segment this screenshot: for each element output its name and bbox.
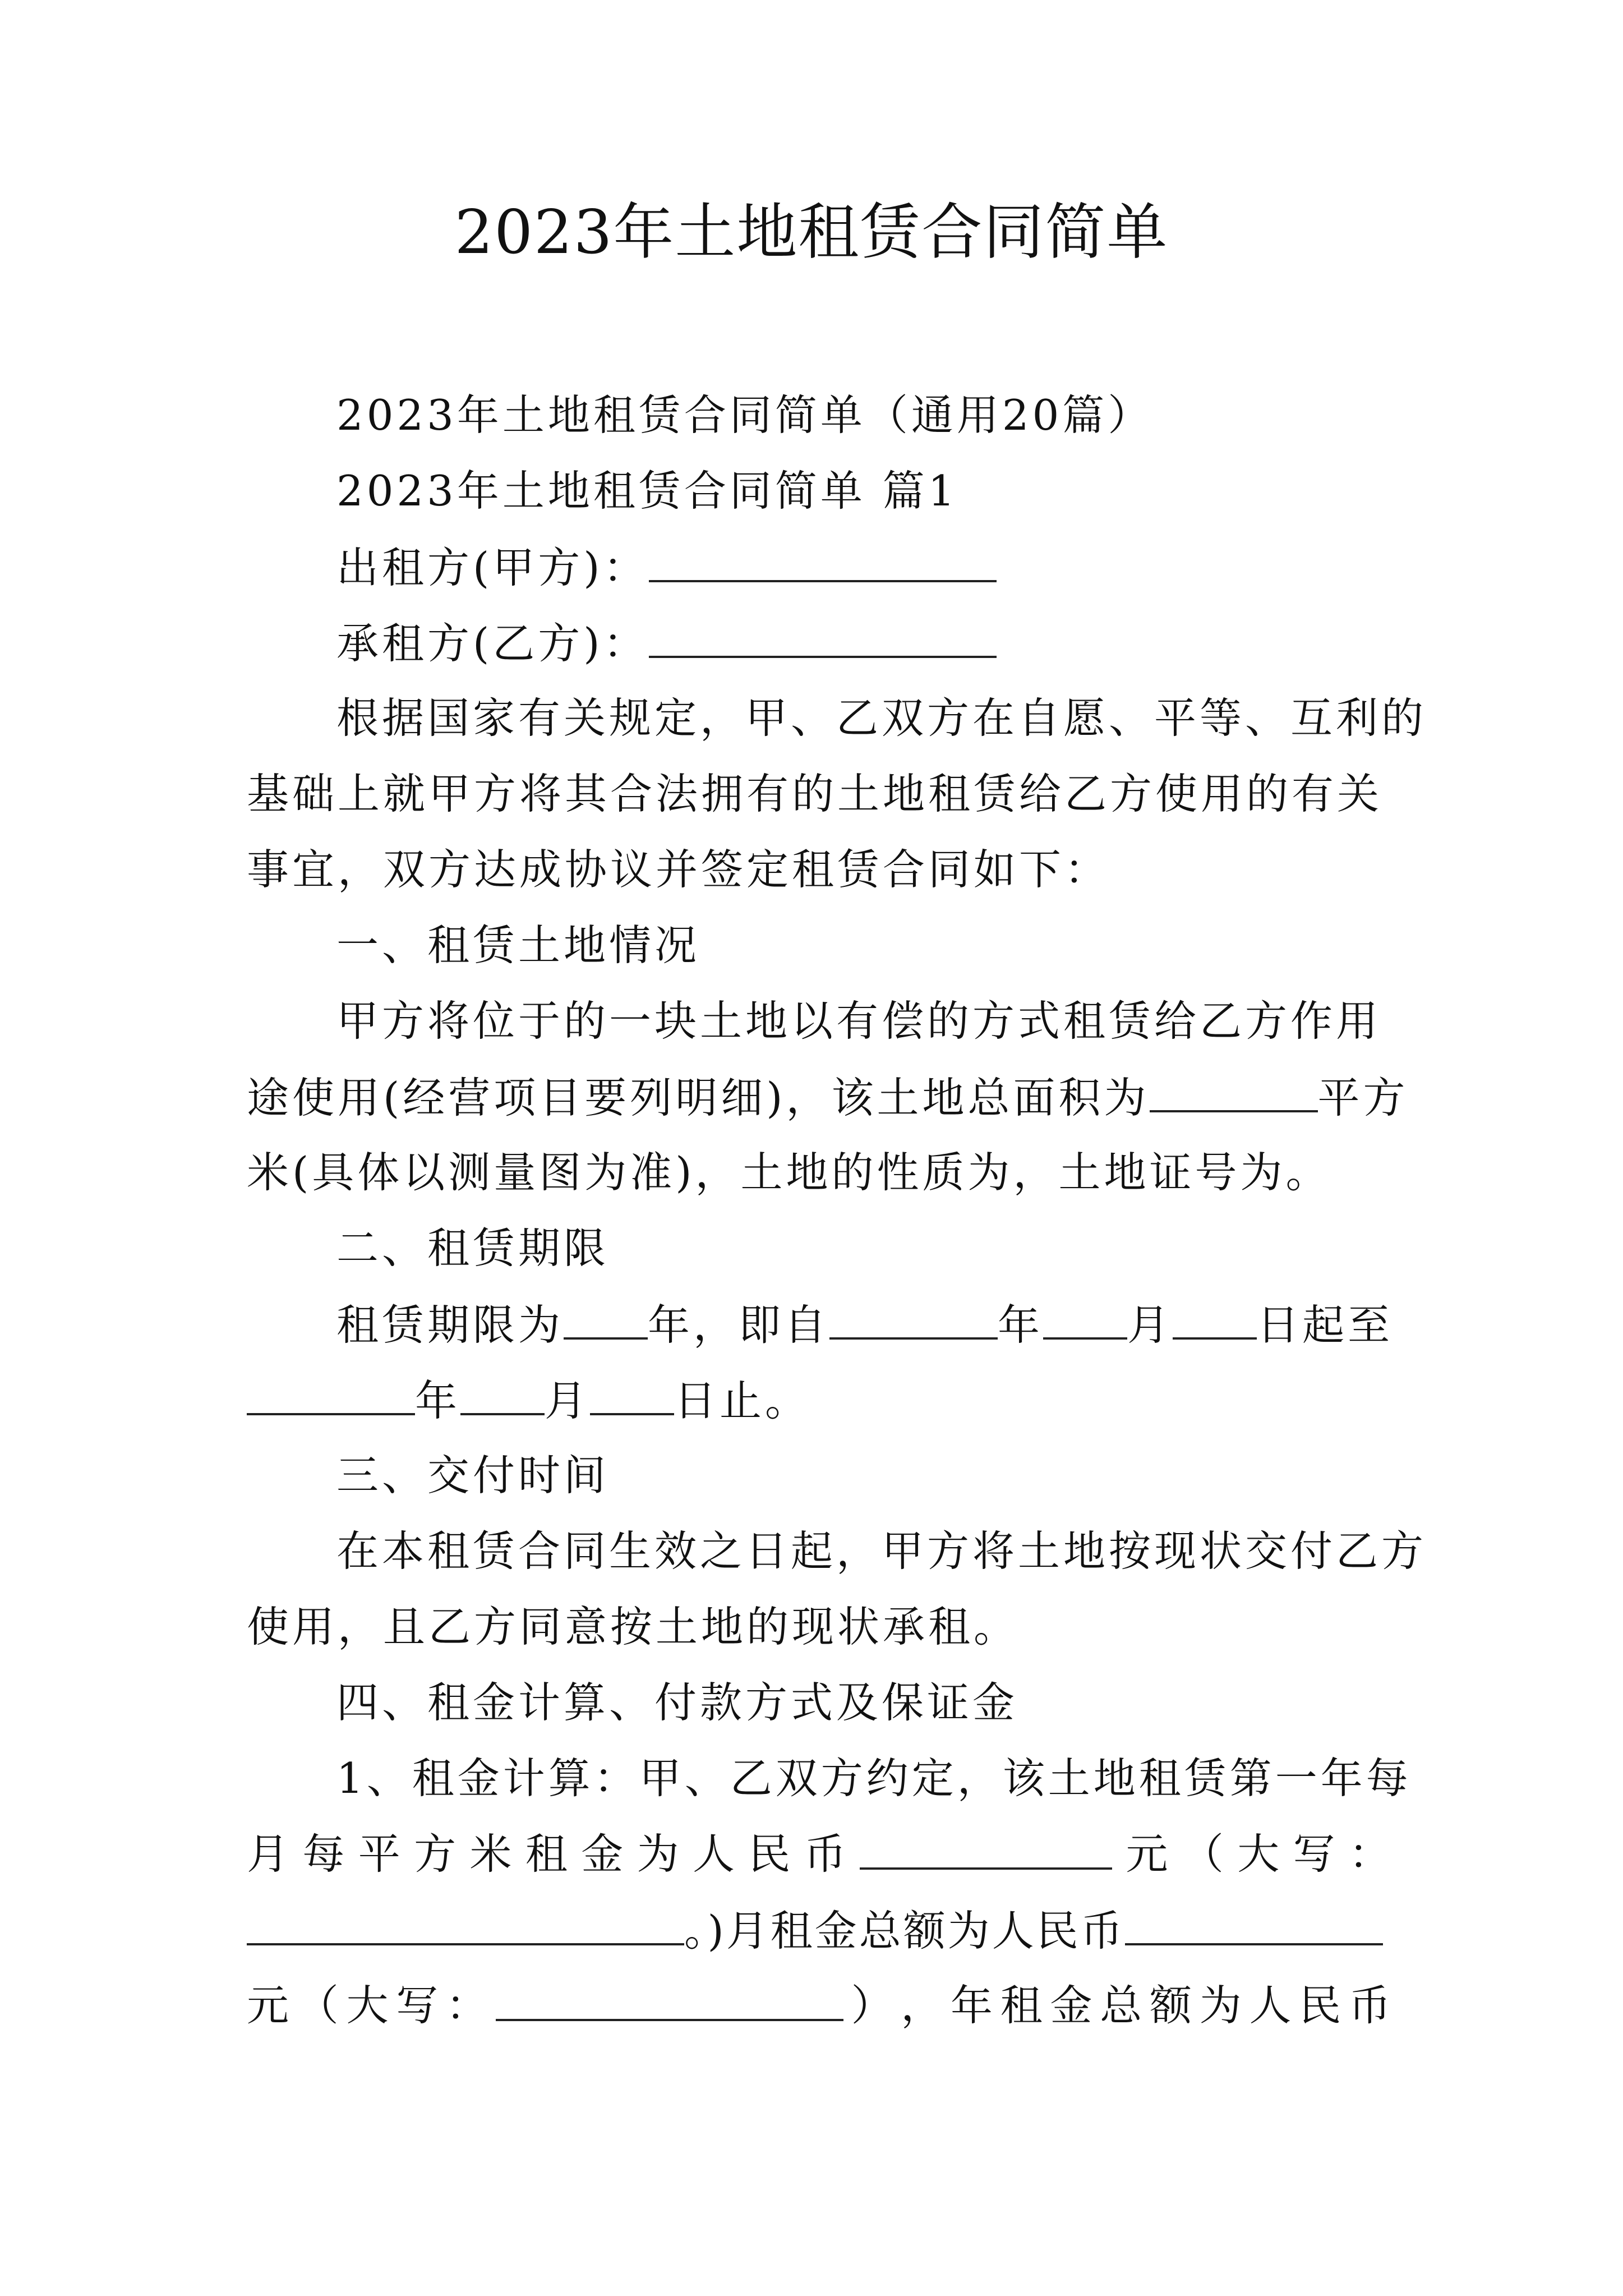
article-heading: 2023年土地租赁合同简单 篇1	[336, 466, 958, 516]
section4-heading: 四、租金计算、付款方式及保证金	[336, 1678, 1018, 1727]
year-label: 年	[998, 1300, 1044, 1350]
section1-line-2-unit: 平方	[1317, 1073, 1409, 1122]
rent-char: 租	[525, 1829, 568, 1879]
start-day-blank	[1173, 1296, 1257, 1340]
rent-char: ）	[851, 1981, 893, 2030]
end-month-blank	[460, 1372, 545, 1415]
term-from-label: 年，即自	[648, 1300, 830, 1350]
unit-rent-words-blank	[247, 1902, 684, 1945]
party-b-line	[336, 614, 997, 671]
rent-char: 年	[950, 1981, 993, 2030]
section1-heading: 一、租赁土地情况	[336, 921, 700, 970]
section3-line-1: 在本租赁合同生效之日起，甲方将土地按现状交付乙方	[336, 1526, 1427, 1576]
term-years-blank	[564, 1296, 648, 1340]
rent-char: 总	[1100, 1981, 1142, 2030]
section4-line-4	[247, 1977, 1391, 2033]
rent-char: 元	[1126, 1829, 1168, 1879]
end-month-label: 月	[545, 1376, 591, 1425]
party-a-blank	[649, 539, 997, 582]
rent-char: 大	[1237, 1829, 1280, 1879]
rent-char: ：	[446, 1981, 488, 2030]
rent-char: 人	[693, 1829, 735, 1879]
rent-char: 大	[346, 1981, 389, 2030]
monthly-rent-blank	[1125, 1902, 1383, 1945]
start-year-blank	[829, 1296, 998, 1340]
section1-line-2-text: 途使用(经营项目要列明细)，该土地总面积为	[247, 1073, 1150, 1122]
rent-char: 为	[1199, 1981, 1242, 2030]
rent-char: 币	[804, 1829, 846, 1879]
rent-char: （	[296, 1981, 339, 2030]
rent-char: 金	[1050, 1981, 1092, 2030]
term-label: 租赁期限为	[336, 1300, 564, 1350]
unit-rent-blank	[860, 1826, 1112, 1870]
day-to-label: 日起至	[1257, 1300, 1394, 1350]
rent-char: （	[1181, 1829, 1224, 1879]
monthly-rent-label: 。)月租金总额为人民币	[684, 1906, 1125, 1955]
rent-char: ：	[1348, 1829, 1391, 1879]
section2-line-2	[247, 1372, 810, 1429]
start-month-blank	[1043, 1296, 1127, 1340]
section4-line-3	[247, 1902, 1383, 1959]
section1-line-3: 米(具体以测量图为准)，土地的性质为，土地证号为。	[247, 1148, 1331, 1197]
rent-char: 每	[302, 1829, 345, 1879]
rent-char: 额	[1149, 1981, 1192, 2030]
rent-char: 写	[396, 1981, 439, 2030]
rent-char: 方	[414, 1829, 457, 1879]
section2-line-1	[336, 1296, 1393, 1353]
party-b-label: 承租方(乙方)：	[336, 619, 649, 668]
rent-char: 民	[748, 1829, 791, 1879]
document-subtitle: 2023年土地租赁合同简单（通用20篇）	[336, 390, 1154, 440]
section4-line-2	[247, 1826, 1391, 1882]
intro-line-1: 根据国家有关规定，甲、乙双方在自愿、平等、互利的	[336, 693, 1427, 743]
month-label: 月	[1127, 1300, 1173, 1350]
monthly-rent-words-blank	[496, 1977, 843, 2021]
rent-char: 米	[469, 1829, 512, 1879]
party-a-label: 出租方(甲方)：	[336, 543, 649, 592]
rent-char: 金	[581, 1829, 624, 1879]
section2-heading: 二、租赁期限	[336, 1223, 610, 1273]
area-blank	[1150, 1069, 1318, 1112]
rent-char: 元	[247, 1981, 289, 2030]
section1-line-1: 甲方将位于的一块土地以有偿的方式租赁给乙方作用	[336, 996, 1382, 1046]
rent-char: 民	[1299, 1981, 1341, 2030]
section3-line-2: 使用，且乙方同意按土地的现状承租。	[247, 1602, 1020, 1651]
section4-line-1: 1、租金计算：甲、乙双方约定，该土地租赁第一年每	[336, 1754, 1412, 1803]
intro-line-3: 事宜，双方达成协议并签定租赁合同如下：	[247, 845, 1110, 894]
document-title: 2023年土地租赁合同简单	[454, 197, 1169, 268]
end-year-label: 年	[415, 1376, 461, 1425]
rent-char: 写	[1293, 1829, 1335, 1879]
section3-heading: 三、交付时间	[336, 1451, 610, 1500]
section1-line-2	[247, 1069, 1409, 1126]
end-day-blank	[590, 1372, 674, 1415]
rent-char: 月	[247, 1829, 289, 1879]
party-b-blank	[649, 614, 997, 658]
rent-char: 租	[1000, 1981, 1043, 2030]
rent-char: 币	[1348, 1981, 1391, 2030]
rent-char: 平	[358, 1829, 400, 1879]
end-day-label: 日止。	[674, 1376, 811, 1425]
rent-char: 为	[637, 1829, 679, 1879]
rent-char: 人	[1249, 1981, 1292, 2030]
party-a-line	[336, 539, 997, 596]
intro-line-2: 基础上就甲方将其合法拥有的土地租赁给乙方使用的有关	[247, 769, 1383, 818]
end-year-blank	[247, 1372, 415, 1415]
rent-char: ，	[901, 1981, 943, 2030]
